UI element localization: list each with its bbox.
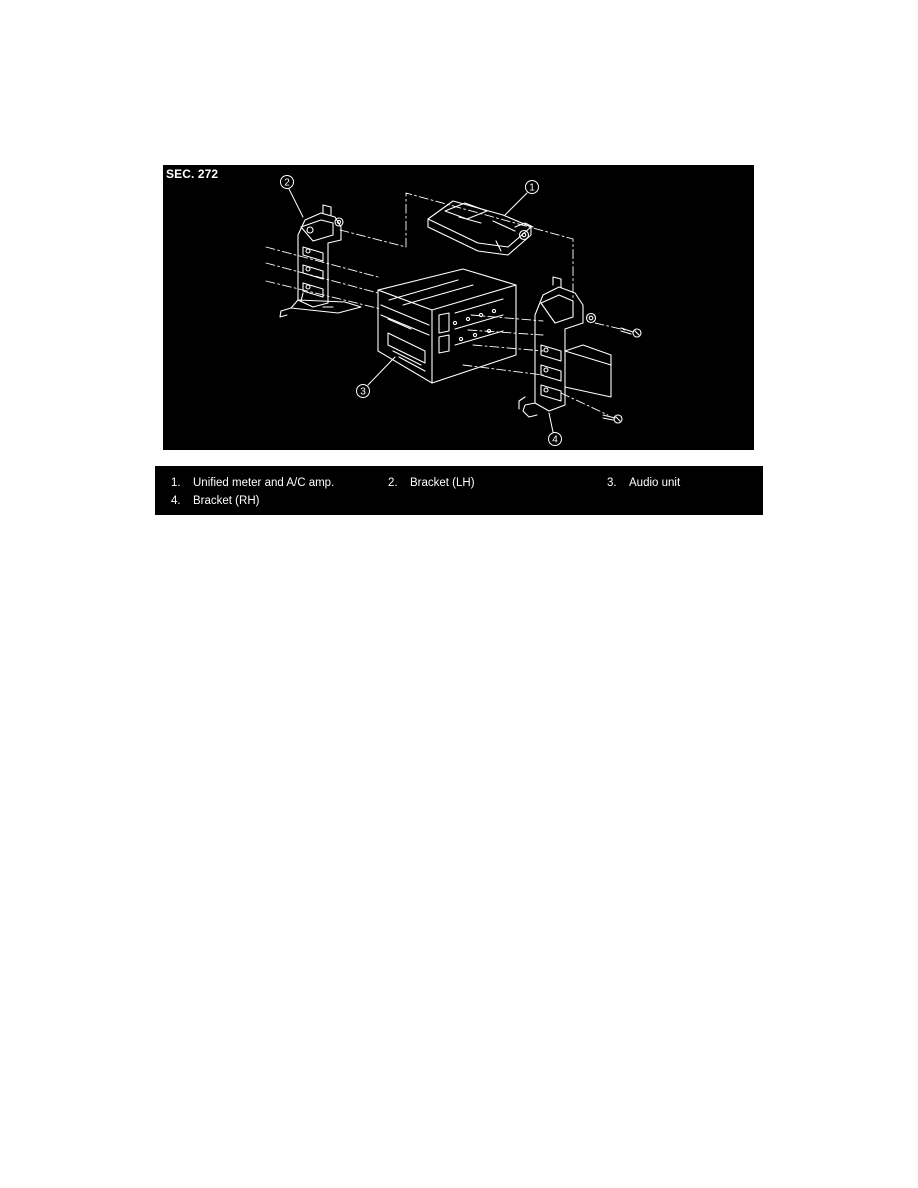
callout-1: 1 xyxy=(529,182,535,194)
legend-item-3 xyxy=(607,477,680,489)
legend-item-4 xyxy=(171,495,259,507)
unified-meter-drawing xyxy=(428,201,533,255)
legend-number: 4. xyxy=(171,495,181,507)
screws-drawing xyxy=(603,328,641,423)
legend-label: Unified meter and A/C amp. xyxy=(193,477,335,489)
parts-legend xyxy=(155,466,763,515)
audio-unit-drawing xyxy=(378,269,516,383)
callout-2: 2 xyxy=(284,177,290,189)
exploded-view-drawing xyxy=(163,165,754,450)
legend-number: 2. xyxy=(388,477,398,489)
legend-label: Bracket (LH) xyxy=(410,477,475,489)
legend-number: 1. xyxy=(171,477,181,489)
legend-label: Bracket (RH) xyxy=(193,495,260,507)
assembly-guide-lines xyxy=(266,193,625,415)
legend-label: Audio unit xyxy=(629,477,681,489)
exploded-diagram xyxy=(163,165,754,450)
bracket-rh-drawing xyxy=(519,277,611,417)
legend-item-2 xyxy=(388,477,475,489)
callout-3: 3 xyxy=(360,386,366,398)
legend-item-1 xyxy=(171,477,334,489)
bracket-lh-drawing xyxy=(280,205,361,317)
callout-4: 4 xyxy=(552,434,558,446)
section-label: SEC. 272 xyxy=(166,167,219,181)
legend-number: 3. xyxy=(607,477,617,489)
